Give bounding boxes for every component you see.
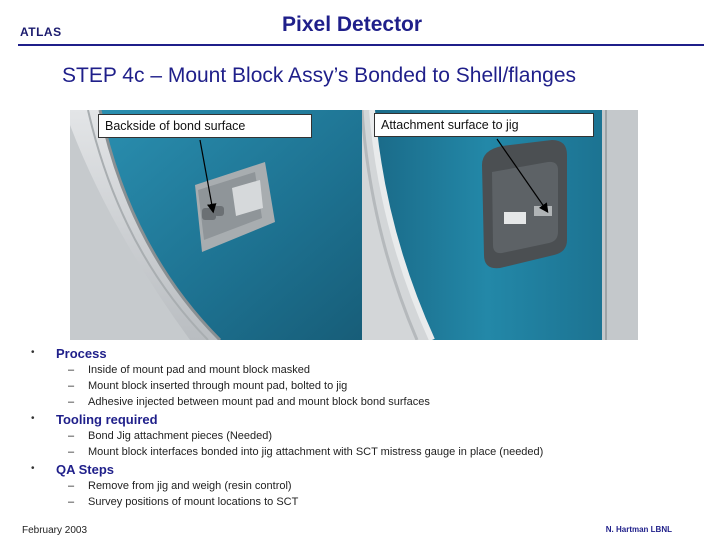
footer-author: N. Hartman LBNL	[605, 525, 672, 534]
sub-item: – Adhesive injected between mount pad and mount block bond surfaces	[68, 396, 430, 408]
bullet-qa	[28, 462, 708, 480]
sub-item: – Mount block interfaces bonded into jig attachment with SCT mistress gauge in place (needed)	[68, 446, 544, 458]
bullet-dot: •	[31, 463, 35, 474]
bullet-heading: Tooling required	[56, 412, 158, 427]
photo-attachment-surface	[362, 110, 638, 340]
bullet-heading: Process	[56, 346, 107, 361]
sub-item: – Mount block inserted through mount pad, bolted to jig	[68, 380, 348, 392]
sub-item: – Bond Jig attachment pieces (Needed)	[68, 430, 273, 442]
atlas-logo: ATLAS	[20, 25, 62, 39]
sub-item: – Survey positions of mount locations to SCT	[68, 496, 299, 508]
header-rule	[18, 44, 704, 46]
bullet-tooling	[28, 412, 708, 430]
photo-backside-bond-surface	[70, 110, 365, 340]
callout-backside-bond-surface: Backside of bond surface	[98, 114, 312, 138]
header-title: Pixel Detector	[282, 13, 423, 36]
sub-item: – Remove from jig and weigh (resin control)	[68, 480, 292, 492]
callout-attachment-surface: Attachment surface to jig	[374, 113, 594, 137]
bullet-process	[28, 346, 708, 364]
bullet-dot: •	[31, 347, 35, 358]
footer-date: February 2003	[22, 525, 88, 536]
bullet-heading: QA Steps	[56, 462, 115, 477]
slide-title: STEP 4c – Mount Block Assy’s Bonded to Shell/flanges	[62, 64, 577, 87]
bullet-list	[28, 346, 708, 512]
sub-item: – Inside of mount pad and mount block masked	[68, 364, 310, 376]
bullet-dot: •	[31, 413, 35, 424]
